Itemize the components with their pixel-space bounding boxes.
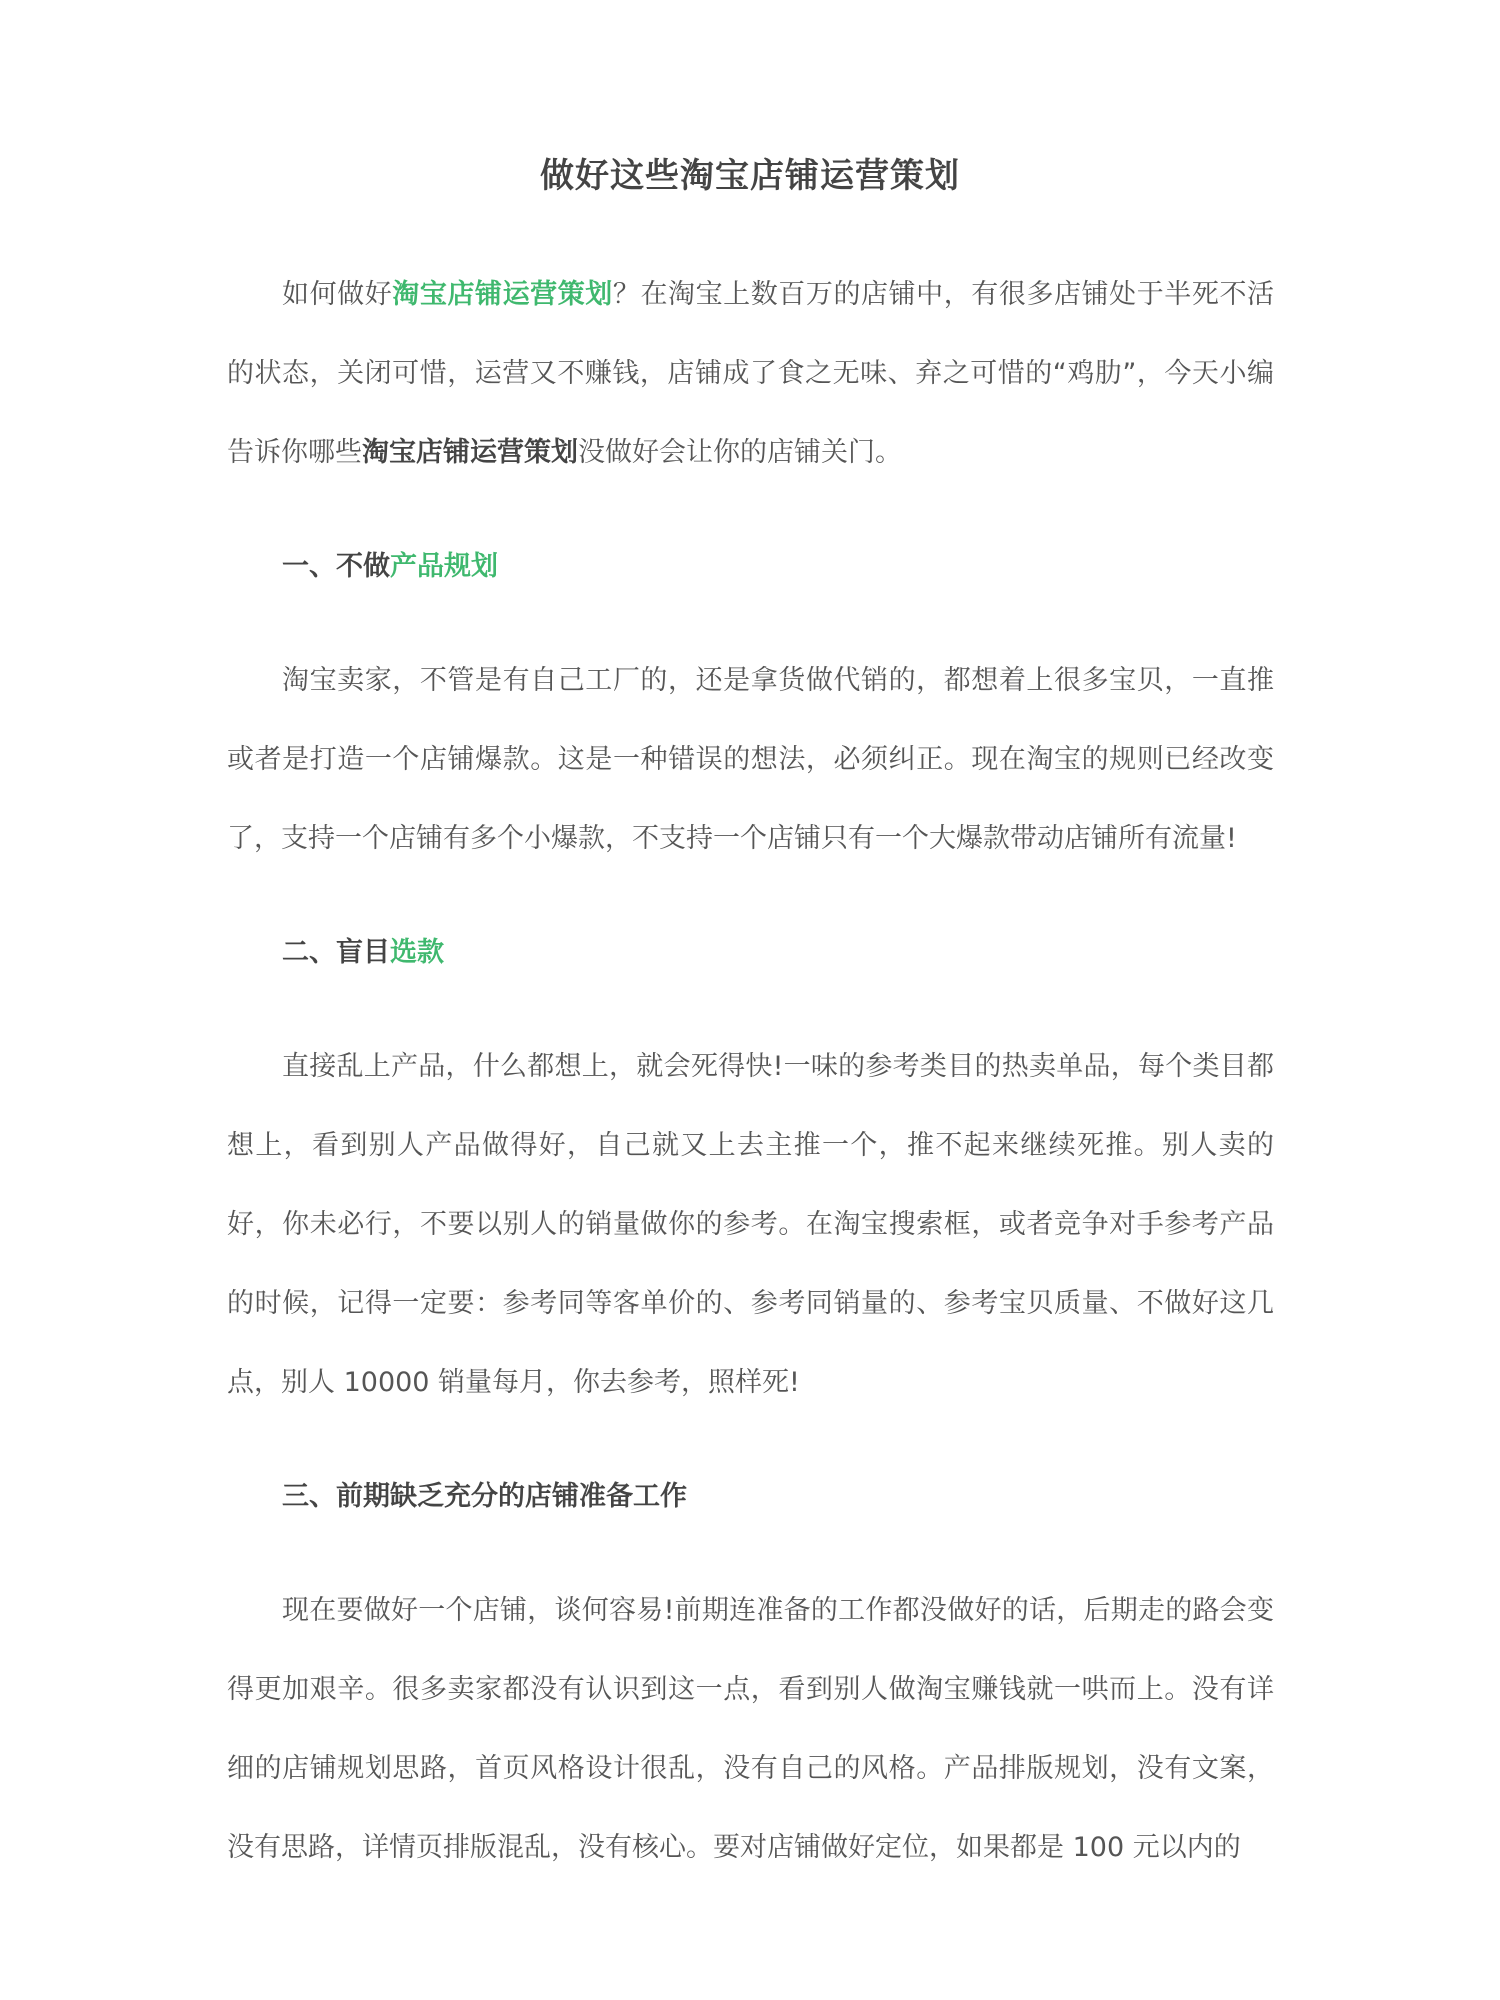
section-body-1: 淘宝卖家，不管是有自己工厂的，还是拿货做代销的，都想着上很多宝贝，一直推或者是打造一个店铺爆款。这是一种错误的想法，必须纠正。现在淘宝的规则已经改变了，支持一个店铺有多个小爆款，不支持一个店铺只有一个大爆款带动店铺所有流量! xyxy=(227,665,1274,854)
intro-text-pre: 如何做好 xyxy=(282,279,393,310)
section-body-2: 直接乱上产品，什么都想上，就会死得快!一味的参考类目的热卖单品，每个类目都想上，看到别人产品做得好，自己就又上去主推一个，推不起来继续死推。别人卖的好，你未必行，不要以别人的销量做你的参考。在淘宝搜索框，或者竞争对手参考产品的时候，记得一定要：参考同等客单价的、参考同销量的、参考宝贝质量、不做好这几点，别人 10000 销量每月，你去参考，照样死! xyxy=(227,1051,1274,1398)
article-body xyxy=(227,255,1274,1887)
section-body-3: 现在要做好一个店铺，谈何容易!前期连准备的工作都没做好的话，后期走的路会变得更加艰辛。很多卖家都没有认识到这一点，看到别人做淘宝赚钱就一哄而上。没有详细的店铺规划思路，首页风格设计很乱，没有自己的风格。产品排版规划，没有文案，没有思路，详情页排版混乱，没有核心。要对店铺做好定位，如果都是 100 元以内的 xyxy=(227,1595,1274,1863)
intro-text-mid: ？在淘宝上数百万的店铺中，有很多店铺处于半死不活的状态，关闭可惜，运营又不赚钱，店铺成了食之无味、弃之可惜的“鸡肋”，今天小编告诉你哪些 xyxy=(227,279,1275,468)
section-heading-3-prefix: 三、前期缺乏充分的店铺准备工作 xyxy=(282,1481,687,1512)
intro-bold-keyword: 淘宝店铺运营策划 xyxy=(362,437,578,468)
section-heading-2-prefix: 二、盲目 xyxy=(282,937,390,968)
section-heading-3 xyxy=(227,1457,1274,1536)
intro-paragraph xyxy=(227,255,1274,492)
intro-text-post: 没做好会让你的店铺关门。 xyxy=(578,437,902,468)
section-heading-1-prefix: 一、不做 xyxy=(282,551,390,582)
section-heading-1 xyxy=(227,527,1274,606)
section-heading-2 xyxy=(227,913,1274,992)
section-heading-1-keyword[interactable]: 产品规划 xyxy=(390,551,498,582)
section-heading-2-keyword[interactable]: 选款 xyxy=(390,937,444,968)
intro-link-keyword[interactable]: 淘宝店铺运营策划 xyxy=(392,279,613,310)
article-title: 做好这些淘宝店铺运营策划 xyxy=(540,156,960,196)
